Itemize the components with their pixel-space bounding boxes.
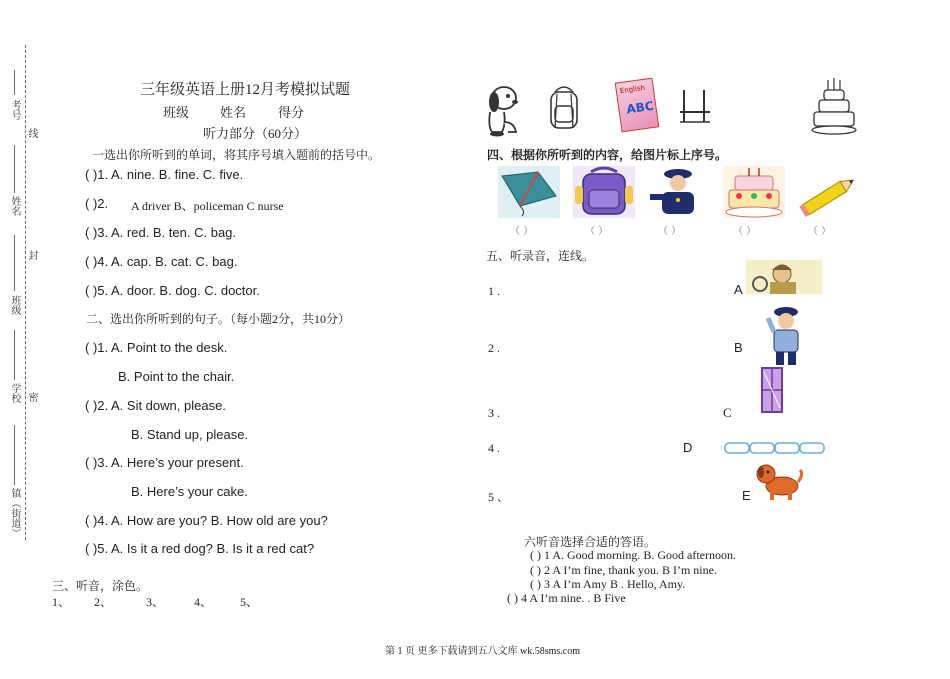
field-town-label: 镇（街道） — [9, 488, 20, 538]
mark-secret: 密 — [26, 392, 37, 402]
s4-bracket-5: （ ） — [808, 226, 832, 237]
policeman-picture — [648, 166, 708, 218]
s4-bracket-3: （ ） — [658, 226, 682, 237]
s1-item-4: ( )4. A. cap. B. cat. C. bag. — [85, 254, 238, 269]
mark-line: 线 — [26, 128, 37, 138]
mark-seal: 封 — [26, 250, 37, 260]
s5-left-3: 3 . — [488, 406, 500, 420]
section3-heading: 三、听音，涂色。 — [52, 579, 149, 593]
s5-left-4: 4 . — [488, 441, 500, 455]
s5-right-e: E — [742, 488, 751, 503]
field-number-underline — [14, 70, 16, 95]
score-label: 得分 — [278, 105, 305, 120]
s3-number-4: 4、 — [194, 595, 213, 609]
section5-heading: 五、听录音，连线。 — [486, 249, 595, 263]
s6-line-1: ( ) 1 A. Good morning. B. Good afternoon. — [530, 548, 736, 562]
driver-picture — [746, 260, 822, 294]
s1-item-2-options: A driver B、policeman C nurse — [131, 199, 284, 213]
section1-heading: 一选出你所听到的单词，将其序号填入题前的括号中。 — [92, 148, 381, 162]
english-book-icon — [615, 78, 660, 133]
field-class-underline — [14, 235, 16, 291]
field-school-underline — [14, 330, 16, 380]
s4-bracket-1: （ ） — [510, 226, 534, 237]
field-number-label: 考号 — [9, 100, 20, 120]
s3-number-2: 2、 — [94, 595, 113, 609]
paper-chain-picture — [724, 440, 826, 456]
name-label: 姓名 — [220, 105, 247, 120]
s2-line-4: B. Stand up, please. — [131, 427, 249, 442]
s2-line-1: ( )1. A. Point to the desk. — [85, 340, 228, 355]
field-town-underline — [14, 425, 16, 485]
s1-item-2: ( )2. — [85, 196, 109, 211]
s2-line-3: ( )2. A. Sit down, please. — [85, 398, 226, 413]
section6-heading: 六听音选择合适的答语。 — [524, 535, 657, 549]
book-letters: ABC — [625, 98, 655, 117]
section2-heading: 二、选出你所听到的句子。（每小题2分，共10分） — [86, 312, 351, 326]
field-class-label: 班级 — [9, 295, 20, 315]
s2-line-5: ( )3. A. Here’s your present. — [85, 455, 244, 470]
s5-right-c: C — [723, 405, 732, 420]
s5-right-d: D — [683, 440, 693, 455]
s5-right-a: A — [734, 282, 743, 297]
birthday-cake-icon — [810, 78, 858, 136]
section4-heading: 四、根据你所听到的内容，给图片标上序号。 — [487, 148, 728, 162]
s5-right-b: B — [734, 340, 743, 355]
chair-icon — [678, 88, 712, 126]
backpack-icon — [543, 82, 585, 134]
field-name-underline — [14, 145, 16, 193]
kite-picture — [498, 166, 560, 218]
page-title: 三年级英语上册12月考模拟试题 — [140, 82, 351, 98]
field-name-label: 姓名 — [9, 196, 20, 216]
dog-picture — [752, 460, 804, 502]
s5-left-5: 5 、 — [488, 490, 510, 504]
policeman-saluting-picture — [766, 304, 806, 366]
s6-line-4: ( ) 4 A I’m nine. . B Five — [507, 591, 626, 605]
s2-line-7: ( )4. A. How are you? B. How old are you? — [85, 513, 328, 528]
book-title: English — [619, 83, 646, 96]
s3-number-1: 1、 — [52, 595, 71, 609]
s2-line-8: ( )5. A. Is it a red dog? B. Is it a red cat? — [85, 541, 315, 556]
s6-line-3: ( ) 3 A I’m Amy B . Hello, Amy. — [530, 577, 686, 591]
s4-bracket-4: （ ） — [733, 226, 757, 237]
bag-picture — [573, 166, 635, 218]
s5-left-2: 2 . — [488, 341, 500, 355]
field-school-label: 学校 — [9, 383, 20, 403]
listening-part-label: 听力部分（60分） — [203, 126, 308, 141]
s6-line-2: ( ) 2 A I’m fine, thank you. B I’m nine. — [530, 563, 717, 577]
s1-item-5: ( )5. A. door. B. dog. C. doctor. — [85, 283, 260, 298]
s3-number-5: 5、 — [240, 595, 259, 609]
s2-line-6: B. Here’s your cake. — [131, 484, 248, 499]
s5-left-1: 1 . — [488, 284, 500, 298]
s3-number-3: 3、 — [146, 595, 165, 609]
page-footer: 第 1 页 更多下载请到五八文库 wk.58sms.com — [385, 646, 580, 657]
dog-icon — [480, 82, 522, 137]
s1-item-1: ( )1. A. nine. B. fine. C. five. — [85, 167, 244, 182]
s1-item-3: ( )3. A. red. B. ten. C. bag. — [85, 225, 237, 240]
s4-bracket-2: （ ） — [585, 226, 609, 237]
class-label: 班级 — [163, 105, 190, 120]
window-picture — [760, 366, 784, 414]
s2-line-2: B. Point to the chair. — [118, 369, 235, 384]
cake-picture — [723, 166, 785, 218]
binding-dashed-line — [25, 45, 26, 540]
pencil-picture — [796, 172, 860, 220]
